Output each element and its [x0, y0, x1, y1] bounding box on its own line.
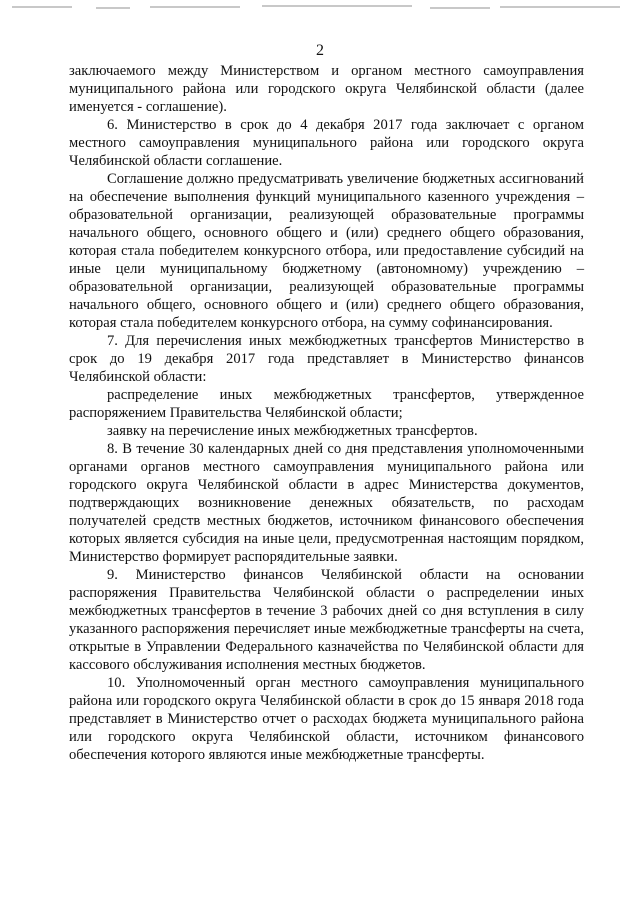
- scan-artifact: [0, 4, 640, 12]
- paragraph-agreement: Соглашение должно предусматривать увеличение бюджетных ассигнований на обеспечение выполнения функций муниципального казенного учреждения – образовательной организации, реализующей образовательные программы начального общего, основного общего и (или) среднего общего образования, которая стала победителем конкурсного отбора, или предоставление субсидий на иные цели муниципальному бюджетному (автономному) учреждению – образовательной организации, реализующей образовательные программы начального общего, основного общего и (или) среднего общего образования, которая стала победителем конкурсного отбора, на сумму софинансирования.: [69, 171, 584, 331]
- paragraph-item-7: 7. Для перечисления иных межбюджетных трансфертов Министерство в срок до 19 декабря 2017 года представляет в Министерство финансов Челябинской области:: [69, 333, 584, 385]
- paragraph-item-8: 8. В течение 30 календарных дней со дня представления уполномоченными органами органов местного самоуправления муниципального района или городского округа Челябинской области в адрес Министерства документов, подтверждающих возникновение денежных обязательств, по расходам получателей средств местных бюджетов, источником финансового обеспечения которых является субсидия на иные цели, предусмотренная настоящим порядком, Министерство формирует распорядительные заявки.: [69, 441, 584, 565]
- paragraph-item-9: 9. Министерство финансов Челябинской области на основании распоряжения Правительства Челябинской области о распределении иных межбюджетных трансфертов в течение 3 рабочих дней со дня вступления в силу указанного распоряжения перечисляет иные межбюджетные трансферты на счета, открытые в Управлении Федерального казначейства по Челябинской области для кассового обслуживания исполнения местных бюджетов.: [69, 567, 584, 673]
- paragraph-continuation: заключаемого между Министерством и органом местного самоуправления муниципального района или городского округа Челябинской области (далее именуется - соглашение).: [69, 63, 584, 115]
- document-body: [69, 62, 584, 764]
- paragraph-application: заявку на перечисление иных межбюджетных трансфертов.: [107, 423, 478, 439]
- page-number: 2: [316, 42, 324, 59]
- paragraph-item-6: 6. Министерство в срок до 4 декабря 2017 года заключает с органом местного самоуправления муниципального района или городского округа Челябинской области соглашение.: [69, 117, 584, 169]
- paragraph-distribution: распределение иных межбюджетных трансфертов, утвержденное распоряжением Правительства Челябинской области;: [69, 387, 584, 421]
- paragraph-item-10: 10. Уполномоченный орган местного самоуправления муниципального района или городского округа Челябинской области в срок до 15 января 2018 года представляет в Министерство отчет о расходах бюджета муниципального района или городского округа Челябинской области, источником финансового обеспечения которого являются иные межбюджетные трансферты.: [69, 675, 584, 763]
